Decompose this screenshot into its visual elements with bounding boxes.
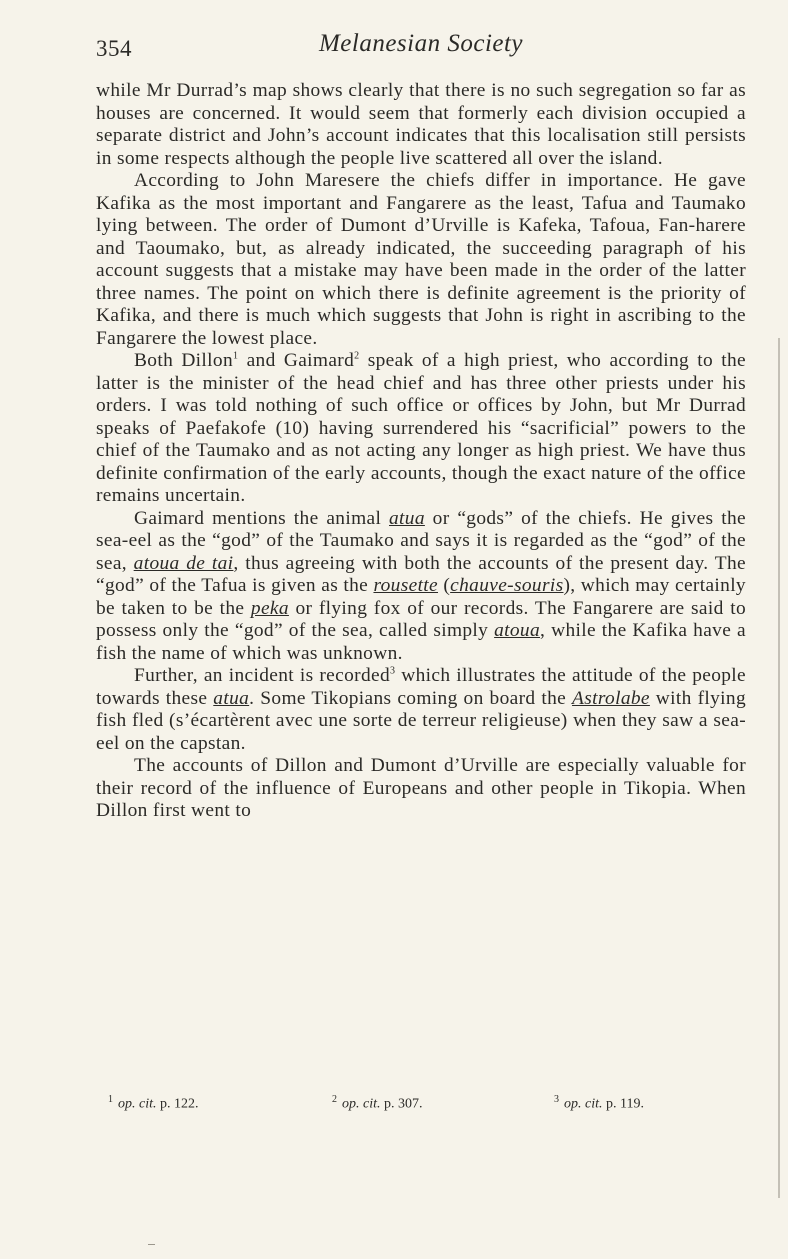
- footnote: [108, 1094, 199, 1113]
- text-run: or flying fox of our records. The Fangarere are said to possess only the “god” of the sea, called simply: [96, 597, 746, 641]
- italic-term: rousette: [373, 575, 439, 596]
- paragraph: [96, 350, 746, 508]
- paragraph: [96, 665, 746, 755]
- paragraph: [96, 170, 746, 350]
- body-text: [96, 80, 746, 823]
- text-run: . Some Tikopians coming on board the: [249, 687, 573, 709]
- footnote-reference: op. cit.: [342, 1096, 381, 1112]
- footnote-page: p. 122.: [156, 1096, 199, 1112]
- paragraph: [96, 755, 746, 823]
- italic-term: Astrolabe: [572, 687, 650, 709]
- italic-term: atoua de tai: [133, 552, 234, 574]
- footnote-marker: 3: [390, 665, 396, 677]
- footnote: [554, 1094, 644, 1113]
- italic-term: chauve-souris: [450, 575, 564, 596]
- paragraph: [96, 80, 746, 170]
- footnotes: [108, 1094, 738, 1118]
- text-run: or “gods” of the chiefs. He gives the sea-eel as the “god” of the Taumako and says it is regarded as the “god” of the sea,: [96, 507, 746, 574]
- page-header: [96, 30, 746, 64]
- footnote-number: 1: [108, 1094, 113, 1105]
- text-run: , thus agreeing with both the accounts of the present day. The “god” of the Tafua is given as the: [96, 552, 746, 596]
- paragraph: [96, 508, 746, 666]
- italic-term: atua: [213, 687, 250, 709]
- text-run: speak of a high priest, who according to the latter is the minister of the head chief and has three other priests under his orders. I was told nothing of such office or offices by John, but Mr Durrad speaks of Paefakofe (10) having surrendered his “sacrificial” powers to the chief of the Taumako and as not acting any longer as high priest. We have thus definite confirmation of the early accounts, though the exact nature of the office remains uncertain.: [96, 350, 746, 506]
- footnote-page: p. 307.: [380, 1096, 423, 1112]
- italic-term: peka: [250, 597, 289, 619]
- footnote-marker: 2: [354, 350, 360, 362]
- scan-mark: [148, 1244, 155, 1245]
- text-run: Both Dillon: [134, 350, 233, 371]
- text-run: while Mr Durrad’s map shows clearly that there is no such segregation so far as houses are concerned. It would seem that formerly each division occupied a separate district and John’s account indicates that this localisation still persists in some respects although the people live scattered all over the island.: [96, 80, 746, 169]
- text-run: According to John Maresere the chiefs differ in importance. He gave Kafika as the most important and Fangarere as the least, Tafua and Taumako lying between. The order of Dumont d’Urville is Kafeka, Tafoua, Fan-harere and Taoumako, but, as already indicated, the succeeding paragraph of his account suggests that a mistake may have been made in the order of the latter three names. The point on which there is definite agreement is the priority of Kafika, and there is much which suggests that John is right in ascribing to the Fangarere the lowest place.: [96, 170, 746, 349]
- footnote: [332, 1094, 423, 1113]
- page-edge-shadow: [778, 338, 780, 1198]
- footnote-marker: 1: [233, 350, 239, 362]
- italic-term: atua: [389, 507, 425, 529]
- running-title: Melanesian Society: [318, 30, 524, 57]
- footnote-number: 3: [554, 1094, 559, 1105]
- footnote-number: 2: [332, 1094, 337, 1105]
- text-run: , while the Kafika have a fish the name of which was unknown.: [96, 620, 746, 664]
- page-number: 354: [96, 36, 132, 61]
- text-run: with flying fish fled (s’écartèrent avec une sorte de terreur religieuse) when they saw a sea-eel on the capstan.: [96, 687, 747, 754]
- text-run: (: [438, 575, 451, 596]
- text-run: ), which may certainly be taken to be the: [96, 575, 746, 619]
- footnote-reference: op. cit.: [564, 1096, 603, 1112]
- text-run: The accounts of Dillon and Dumont d’Urville are especially valuable for their record of the influence of Europeans and other people in Tikopia. When Dillon first went to: [96, 755, 746, 821]
- text-run: and Gaimard: [238, 350, 355, 371]
- footnote-page: p. 119.: [602, 1096, 644, 1112]
- text-run: Further, an incident is recorded: [134, 665, 390, 686]
- text-run: which illustrates the attitude of the people towards these: [96, 665, 746, 709]
- italic-term: atoua: [494, 620, 541, 641]
- text-run: Gaimard mentions the animal: [134, 507, 389, 529]
- footnote-reference: op. cit.: [118, 1096, 157, 1112]
